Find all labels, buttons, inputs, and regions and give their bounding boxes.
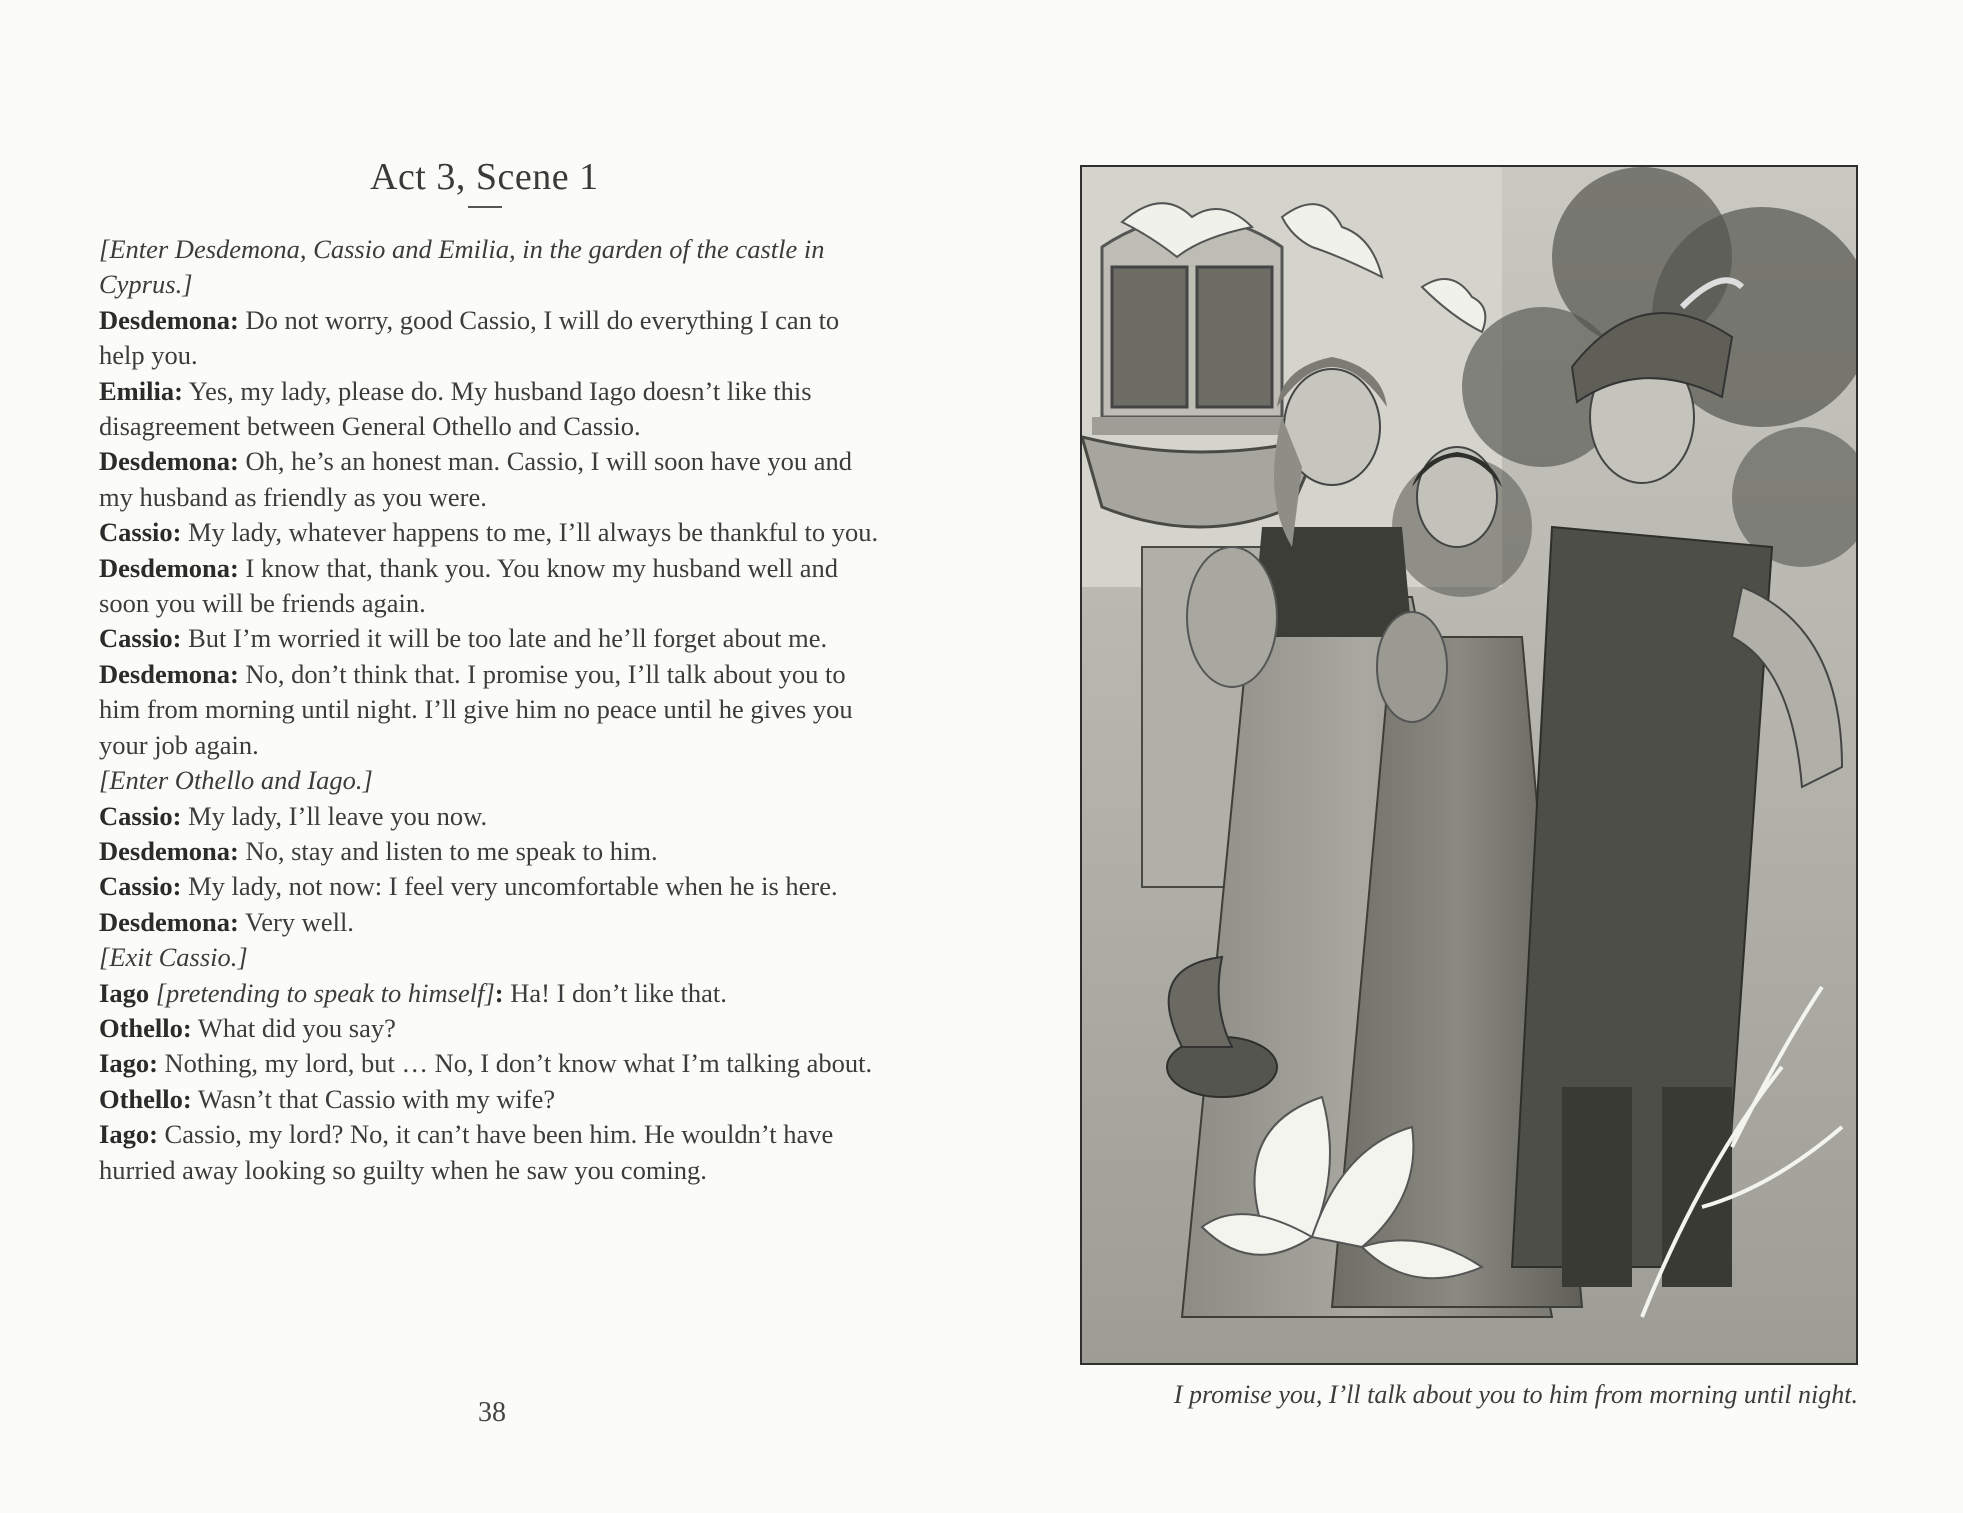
title-pen-mark (468, 206, 502, 208)
speaker-name: Iago (99, 977, 150, 1008)
speaker-name: Cassio: (99, 623, 182, 654)
speech-line (99, 621, 889, 656)
speaker-name: Othello: (99, 1012, 192, 1043)
speech-text: Nothing, my lord, but … No, I don’t know what I’m talking about. (164, 1048, 873, 1079)
illustration-artwork (1082, 167, 1856, 1363)
speech-line (99, 905, 889, 940)
speaker-name: Othello: (99, 1083, 192, 1114)
speech-line (99, 1011, 889, 1046)
speech-text: What did you say? (197, 1012, 396, 1043)
speech-line (99, 869, 889, 904)
speech-text: No, don’t think that. I promise you, I’ll talk about you to him from morning until night. I’ll give him no peace until he gives you your job again. (99, 658, 853, 760)
speech-text: Cassio, my lord? No, it can’t have been him. He wouldn’t have hurried away looking so guilty when he saw you coming. (99, 1119, 834, 1185)
speech-line (99, 657, 889, 763)
speech-text: Wasn’t that Cassio with my wife? (197, 1083, 556, 1114)
speaker-name: Desdemona: (99, 658, 239, 689)
speech-text: No, stay and listen to me speak to him. (245, 835, 658, 866)
speech-text: But I’m worried it will be too late and he’ll forget about me. (188, 623, 828, 654)
speaker-name: Cassio: (99, 800, 182, 831)
speech-line (99, 1117, 889, 1188)
speech-text: Very well. (245, 906, 354, 937)
garden-scene-illustration (1080, 165, 1858, 1365)
speech-line (99, 1082, 889, 1117)
speech-text: My lady, not now: I feel very uncomfortable when he is here. (188, 871, 838, 902)
speech-line (99, 374, 889, 445)
script-text (99, 232, 889, 1188)
speaker-name: Iago: (99, 1119, 158, 1150)
speaker-name: Iago: (99, 1048, 158, 1079)
speech-line (99, 799, 889, 834)
illustration-caption: I promise you, I’ll talk about you to him from morning until night. (1173, 1380, 1858, 1409)
stage-direction: [Exit Cassio.] (99, 942, 248, 973)
stage-direction: [Enter Desdemona, Cassio and Emilia, in the garden of the castle in Cyprus.] (99, 234, 825, 300)
speech-line (99, 551, 889, 622)
speaker-name: Desdemona: (99, 835, 239, 866)
speech-text: Oh, he’s an honest man. Cassio, I will soon have you and my husband as friendly as you were. (99, 446, 852, 512)
speaker-colon: : (494, 977, 504, 1008)
page-number: 38 (478, 1397, 506, 1428)
speech-line (99, 515, 889, 550)
speech-text: My lady, whatever happens to me, I’ll always be thankful to you. (188, 517, 879, 548)
stage-direction: [Enter Othello and Iago.] (99, 765, 373, 796)
speech-line (99, 834, 889, 869)
speech-line (99, 1046, 889, 1081)
right-page (980, 0, 1963, 1513)
speaker-name: Desdemona: (99, 552, 239, 583)
stage-note: [pretending to speak to himself] (155, 977, 495, 1008)
speech-line (99, 444, 889, 515)
speaker-name: Desdemona: (99, 446, 239, 477)
speech-text: My lady, I’ll leave you now. (188, 800, 488, 831)
speaker-name: Cassio: (99, 517, 182, 548)
speech-text: I know that, thank you. You know my husband well and soon you will be friends again. (99, 552, 839, 619)
speech-text: Do not worry, good Cassio, I will do everything I can to help you. (99, 304, 840, 371)
speech-line (99, 303, 889, 374)
speaker-name: Emilia: (99, 375, 183, 406)
speaker-name: Desdemona: (99, 906, 239, 937)
speaker-name: Cassio: (99, 871, 182, 902)
scene-title: Act 3, Scene 1 (370, 156, 599, 198)
left-page (0, 0, 980, 1513)
speech-text: Ha! I don’t like that. (510, 977, 727, 1008)
speech-text: Yes, my lady, please do. My husband Iago doesn’t like this disagreement between General Othello and Cassio. (99, 375, 812, 442)
speaker-name: Desdemona: (99, 304, 239, 335)
speech-line (99, 976, 889, 1011)
